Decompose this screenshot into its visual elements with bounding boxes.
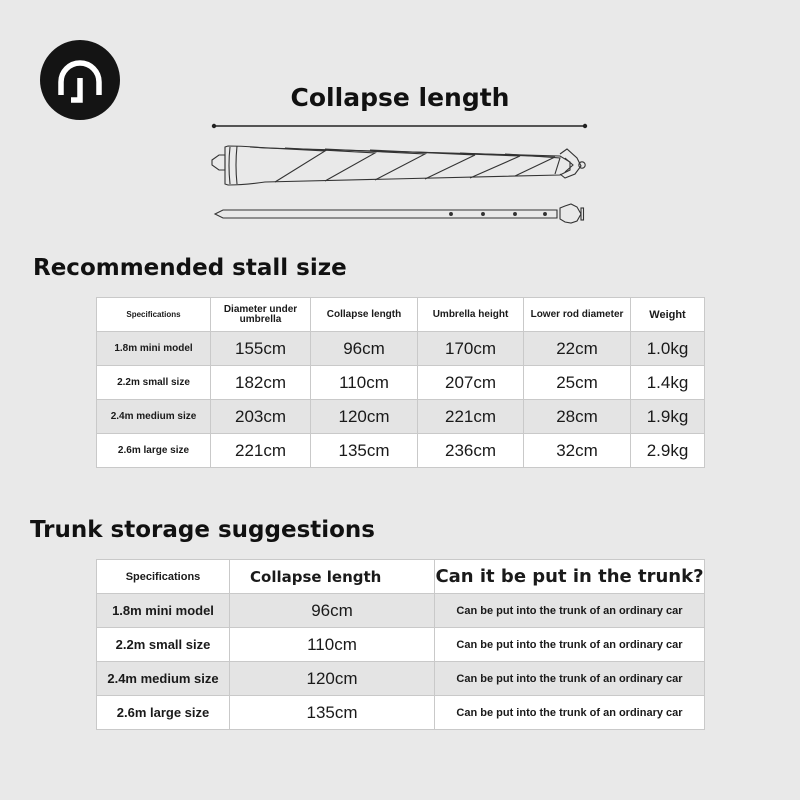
table-cell: Can be put into the trunk of an ordinary car (435, 696, 705, 730)
table-row (97, 366, 705, 400)
table-cell: 135cm (230, 696, 435, 730)
row-label: 1.8m mini model (97, 594, 230, 628)
header-cell: Lower rod diameter (524, 298, 631, 332)
table-cell: 120cm (230, 662, 435, 696)
stall-size-heading: Recommended stall size (33, 255, 347, 281)
table-cell: 170cm (418, 332, 524, 366)
table-cell: 96cm (230, 594, 435, 628)
dimension-line (212, 124, 587, 128)
table-cell: 110cm (230, 628, 435, 662)
table-cell: Can be put into the trunk of an ordinary car (435, 594, 705, 628)
table-cell: 236cm (418, 434, 524, 468)
header-cell: Collapse length (230, 560, 435, 594)
table-cell: 22cm (524, 332, 631, 366)
header-cell: Collapse length (311, 298, 418, 332)
row-label: 2.2m small size (97, 366, 211, 400)
table-cell: 221cm (418, 400, 524, 434)
header-cell: Diameter under umbrella (211, 298, 311, 332)
header-cell: Specifications (97, 298, 211, 332)
table-header-row (97, 560, 705, 594)
header-cell: Weight (631, 298, 705, 332)
table-cell: 25cm (524, 366, 631, 400)
table-cell: Can be put into the trunk of an ordinary car (435, 628, 705, 662)
trunk-storage-table (96, 559, 705, 730)
table-row (97, 662, 705, 696)
header-cell: Can it be put in the trunk? (435, 560, 705, 594)
table-row (97, 594, 705, 628)
table-cell: 135cm (311, 434, 418, 468)
collapsed-umbrella-icon (212, 146, 585, 185)
table-cell: 120cm (311, 400, 418, 434)
row-label: 1.8m mini model (97, 332, 211, 366)
table-row (97, 332, 705, 366)
table-cell: 2.9kg (631, 434, 705, 468)
table-cell: 1.0kg (631, 332, 705, 366)
table-header-row (97, 298, 705, 332)
table-cell: 203cm (211, 400, 311, 434)
table-cell: 110cm (311, 366, 418, 400)
table-cell: 207cm (418, 366, 524, 400)
table-cell: Can be put into the trunk of an ordinary car (435, 662, 705, 696)
trunk-storage-heading: Trunk storage suggestions (30, 517, 375, 543)
row-label: 2.2m small size (97, 628, 230, 662)
stall-size-table (96, 297, 705, 468)
table-cell: 32cm (524, 434, 631, 468)
table-cell: 28cm (524, 400, 631, 434)
table-cell: 96cm (311, 332, 418, 366)
table-row (97, 434, 705, 468)
table-row (97, 696, 705, 730)
row-label: 2.4m medium size (97, 662, 230, 696)
table-row (97, 400, 705, 434)
row-label: 2.4m medium size (97, 400, 211, 434)
page-title: Collapse length (290, 83, 510, 112)
table-cell: 221cm (211, 434, 311, 468)
umbrella-illustration (205, 118, 595, 228)
header-cell: Umbrella height (418, 298, 524, 332)
table-row (97, 628, 705, 662)
table-cell: 155cm (211, 332, 311, 366)
pole-icon (215, 204, 584, 223)
header-cell: Specifications (97, 560, 230, 594)
table-cell: 182cm (211, 366, 311, 400)
row-label: 2.6m large size (97, 696, 230, 730)
table-cell: 1.4kg (631, 366, 705, 400)
table-cell: 1.9kg (631, 400, 705, 434)
row-label: 2.6m large size (97, 434, 211, 468)
